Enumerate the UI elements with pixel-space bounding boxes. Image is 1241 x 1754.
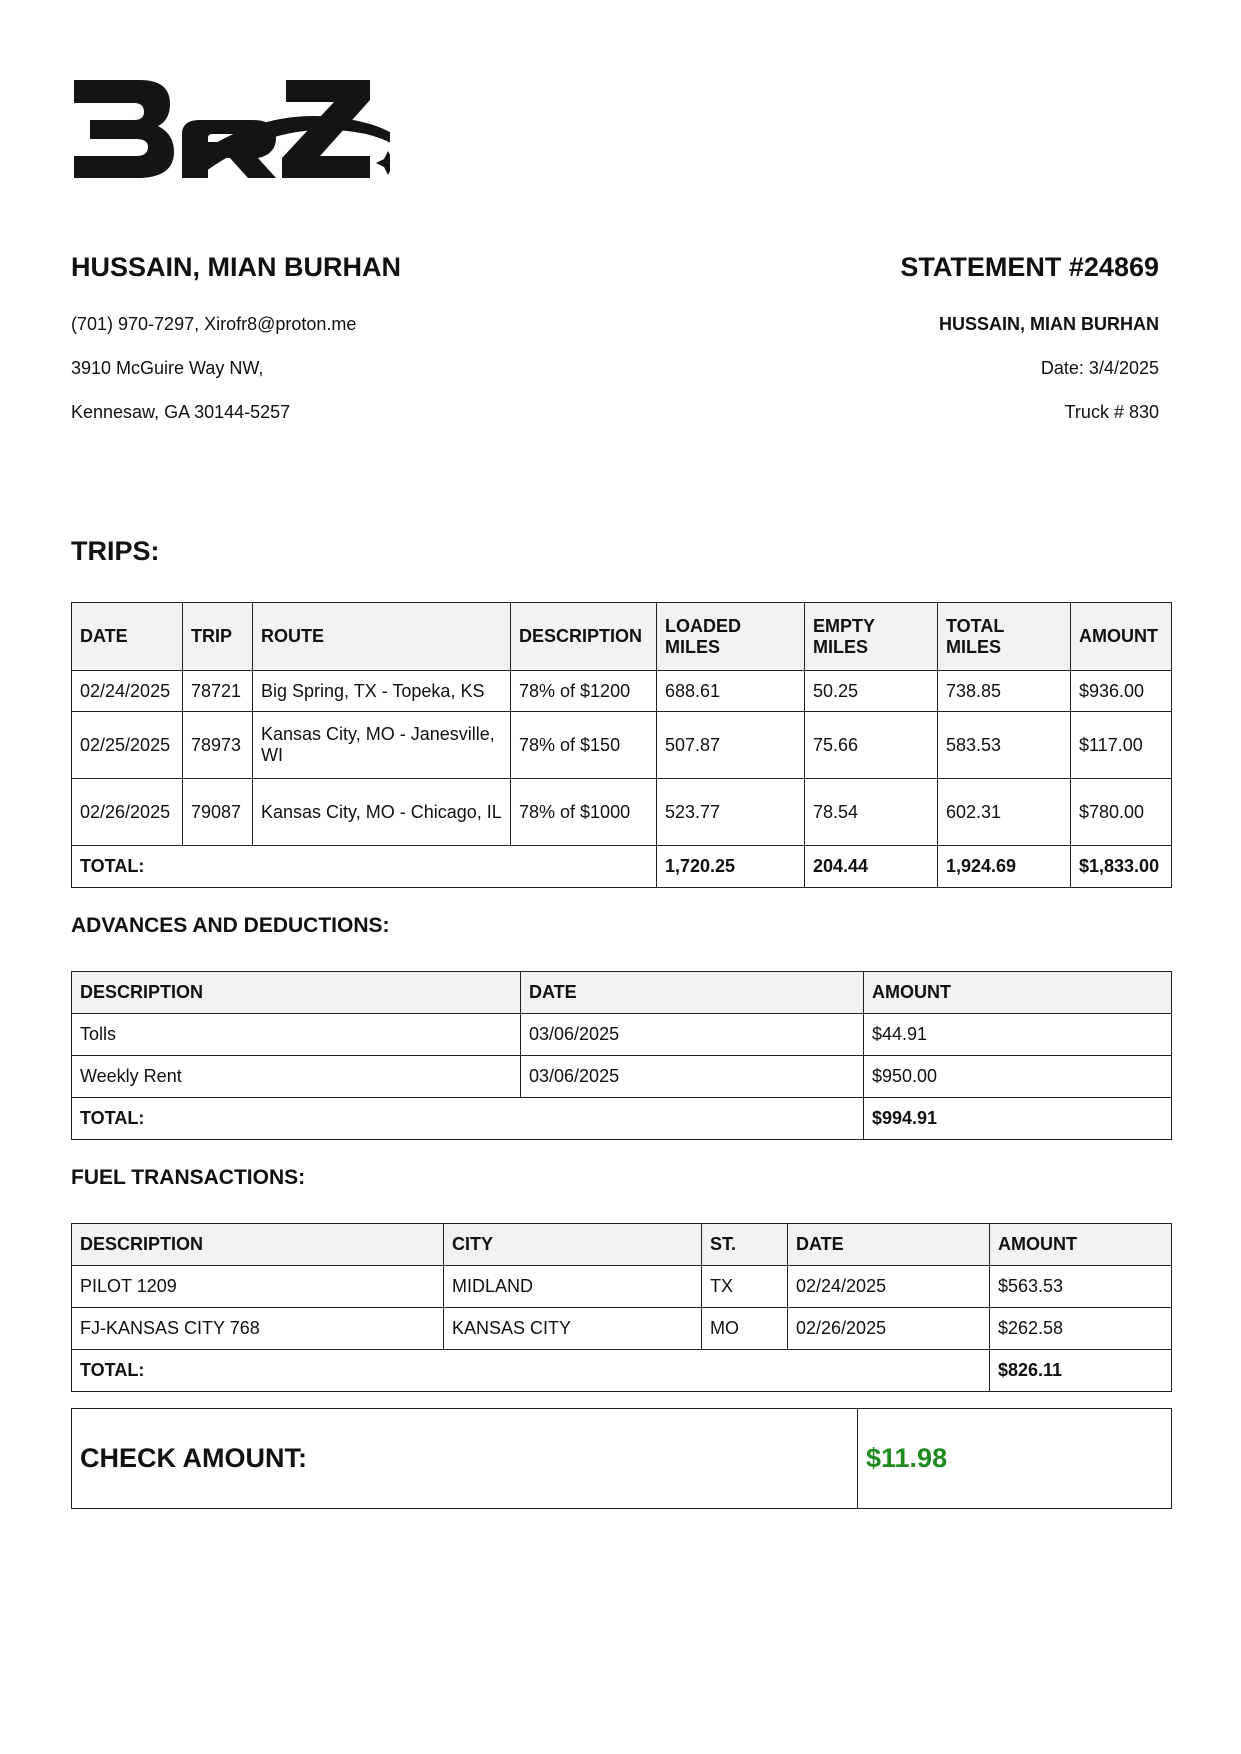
col-route: ROUTE [253, 603, 511, 671]
advances-heading: ADVANCES AND DEDUCTIONS: [71, 914, 390, 937]
trips-total-row [72, 846, 1172, 888]
driver-address-line2: Kennesaw, GA 30144-5257 [71, 402, 291, 422]
driver-address-line1: 3910 McGuire Way NW, [71, 358, 264, 378]
advances-total-amount: $994.91 [864, 1098, 1172, 1140]
check-amount-label: CHECK AMOUNT: [72, 1409, 858, 1509]
col-amount: AMOUNT [990, 1224, 1172, 1266]
advance-date: 03/06/2025 [521, 1056, 864, 1098]
trip-empty-miles: 78.54 [805, 779, 938, 846]
table-row [72, 1266, 1172, 1308]
col-total-miles: TOTAL MILES [938, 603, 1071, 671]
col-date: DATE [788, 1224, 990, 1266]
trip-amount: $117.00 [1071, 712, 1172, 779]
table-row [72, 779, 1172, 846]
fuel-city: KANSAS CITY [444, 1308, 702, 1350]
fuel-heading: FUEL TRANSACTIONS: [71, 1166, 306, 1189]
trip-empty-miles: 50.25 [805, 671, 938, 712]
trip-loaded-miles: 688.61 [657, 671, 805, 712]
trip-loaded-miles: 523.77 [657, 779, 805, 846]
col-amount: AMOUNT [1071, 603, 1172, 671]
advance-amount: $950.00 [864, 1056, 1172, 1098]
col-trip: TRIP [183, 603, 253, 671]
col-description: DESCRIPTION [72, 972, 521, 1014]
trip-description: 78% of $150 [511, 712, 657, 779]
fuel-date: 02/24/2025 [788, 1266, 990, 1308]
fuel-description: FJ-KANSAS CITY 768 [72, 1308, 444, 1350]
trips-total-empty-miles: 204.44 [805, 846, 938, 888]
trips-total-amount: $1,833.00 [1071, 846, 1172, 888]
trips-total-loaded-miles: 1,720.25 [657, 846, 805, 888]
statement-driver-name: HUSSAIN, MIAN BURHAN [939, 314, 1159, 334]
col-city: CITY [444, 1224, 702, 1266]
trip-date: 02/26/2025 [72, 779, 183, 846]
col-date: DATE [72, 603, 183, 671]
fuel-total-row [72, 1350, 1172, 1392]
trip-total-miles: 738.85 [938, 671, 1071, 712]
fuel-header-row [72, 1224, 1172, 1266]
trip-date: 02/24/2025 [72, 671, 183, 712]
col-state: ST. [702, 1224, 788, 1266]
fuel-city: MIDLAND [444, 1266, 702, 1308]
trips-table [71, 602, 1172, 888]
driver-name-heading: HUSSAIN, MIAN BURHAN [71, 252, 401, 282]
trip-route: Big Spring, TX - Topeka, KS [253, 671, 511, 712]
advance-description: Tolls [72, 1014, 521, 1056]
col-loaded-miles: LOADED MILES [657, 603, 805, 671]
statement-date: Date: 3/4/2025 [1040, 358, 1159, 378]
table-row [72, 1014, 1172, 1056]
trip-number: 78721 [183, 671, 253, 712]
trips-heading: TRIPS: [71, 536, 160, 566]
trip-route: Kansas City, MO - Chicago, IL [253, 779, 511, 846]
col-amount: AMOUNT [864, 972, 1172, 1014]
col-description: DESCRIPTION [72, 1224, 444, 1266]
fuel-table [71, 1223, 1172, 1392]
table-row [72, 1308, 1172, 1350]
driver-contact: (701) 970-7297, Xirofr8@proton.me [71, 314, 357, 334]
fuel-state: MO [702, 1308, 788, 1350]
trip-number: 79087 [183, 779, 253, 846]
fuel-date: 02/26/2025 [788, 1308, 990, 1350]
col-description: DESCRIPTION [511, 603, 657, 671]
advances-total-row [72, 1098, 1172, 1140]
advance-description: Weekly Rent [72, 1056, 521, 1098]
advance-date: 03/06/2025 [521, 1014, 864, 1056]
col-empty-miles: EMPTY MILES [805, 603, 938, 671]
trip-loaded-miles: 507.87 [657, 712, 805, 779]
check-amount-value: $11.98 [858, 1409, 1172, 1509]
trips-header-row [72, 603, 1172, 671]
company-logo [70, 76, 390, 196]
trip-empty-miles: 75.66 [805, 712, 938, 779]
fuel-description: PILOT 1209 [72, 1266, 444, 1308]
advance-amount: $44.91 [864, 1014, 1172, 1056]
advances-total-label: TOTAL: [72, 1098, 864, 1140]
truck-number: Truck # 830 [1064, 402, 1159, 422]
col-date: DATE [521, 972, 864, 1014]
trip-date: 02/25/2025 [72, 712, 183, 779]
trips-total-label: TOTAL: [72, 846, 657, 888]
trip-number: 78973 [183, 712, 253, 779]
table-row [72, 671, 1172, 712]
trip-amount: $780.00 [1071, 779, 1172, 846]
trip-description: 78% of $1200 [511, 671, 657, 712]
fuel-state: TX [702, 1266, 788, 1308]
check-amount-box [71, 1408, 1172, 1509]
trip-total-miles: 602.31 [938, 779, 1071, 846]
trip-description: 78% of $1000 [511, 779, 657, 846]
advances-header-row [72, 972, 1172, 1014]
trip-total-miles: 583.53 [938, 712, 1071, 779]
table-row [72, 1056, 1172, 1098]
fuel-total-label: TOTAL: [72, 1350, 990, 1392]
trip-route: Kansas City, MO - Janesville, WI [253, 712, 511, 779]
advances-table [71, 971, 1172, 1140]
fuel-amount: $563.53 [990, 1266, 1172, 1308]
trips-total-miles: 1,924.69 [938, 846, 1071, 888]
statement-title: STATEMENT #24869 [900, 252, 1159, 282]
fuel-total-amount: $826.11 [990, 1350, 1172, 1392]
check-amount-row [72, 1409, 1172, 1509]
table-row [72, 712, 1172, 779]
fuel-amount: $262.58 [990, 1308, 1172, 1350]
trip-amount: $936.00 [1071, 671, 1172, 712]
